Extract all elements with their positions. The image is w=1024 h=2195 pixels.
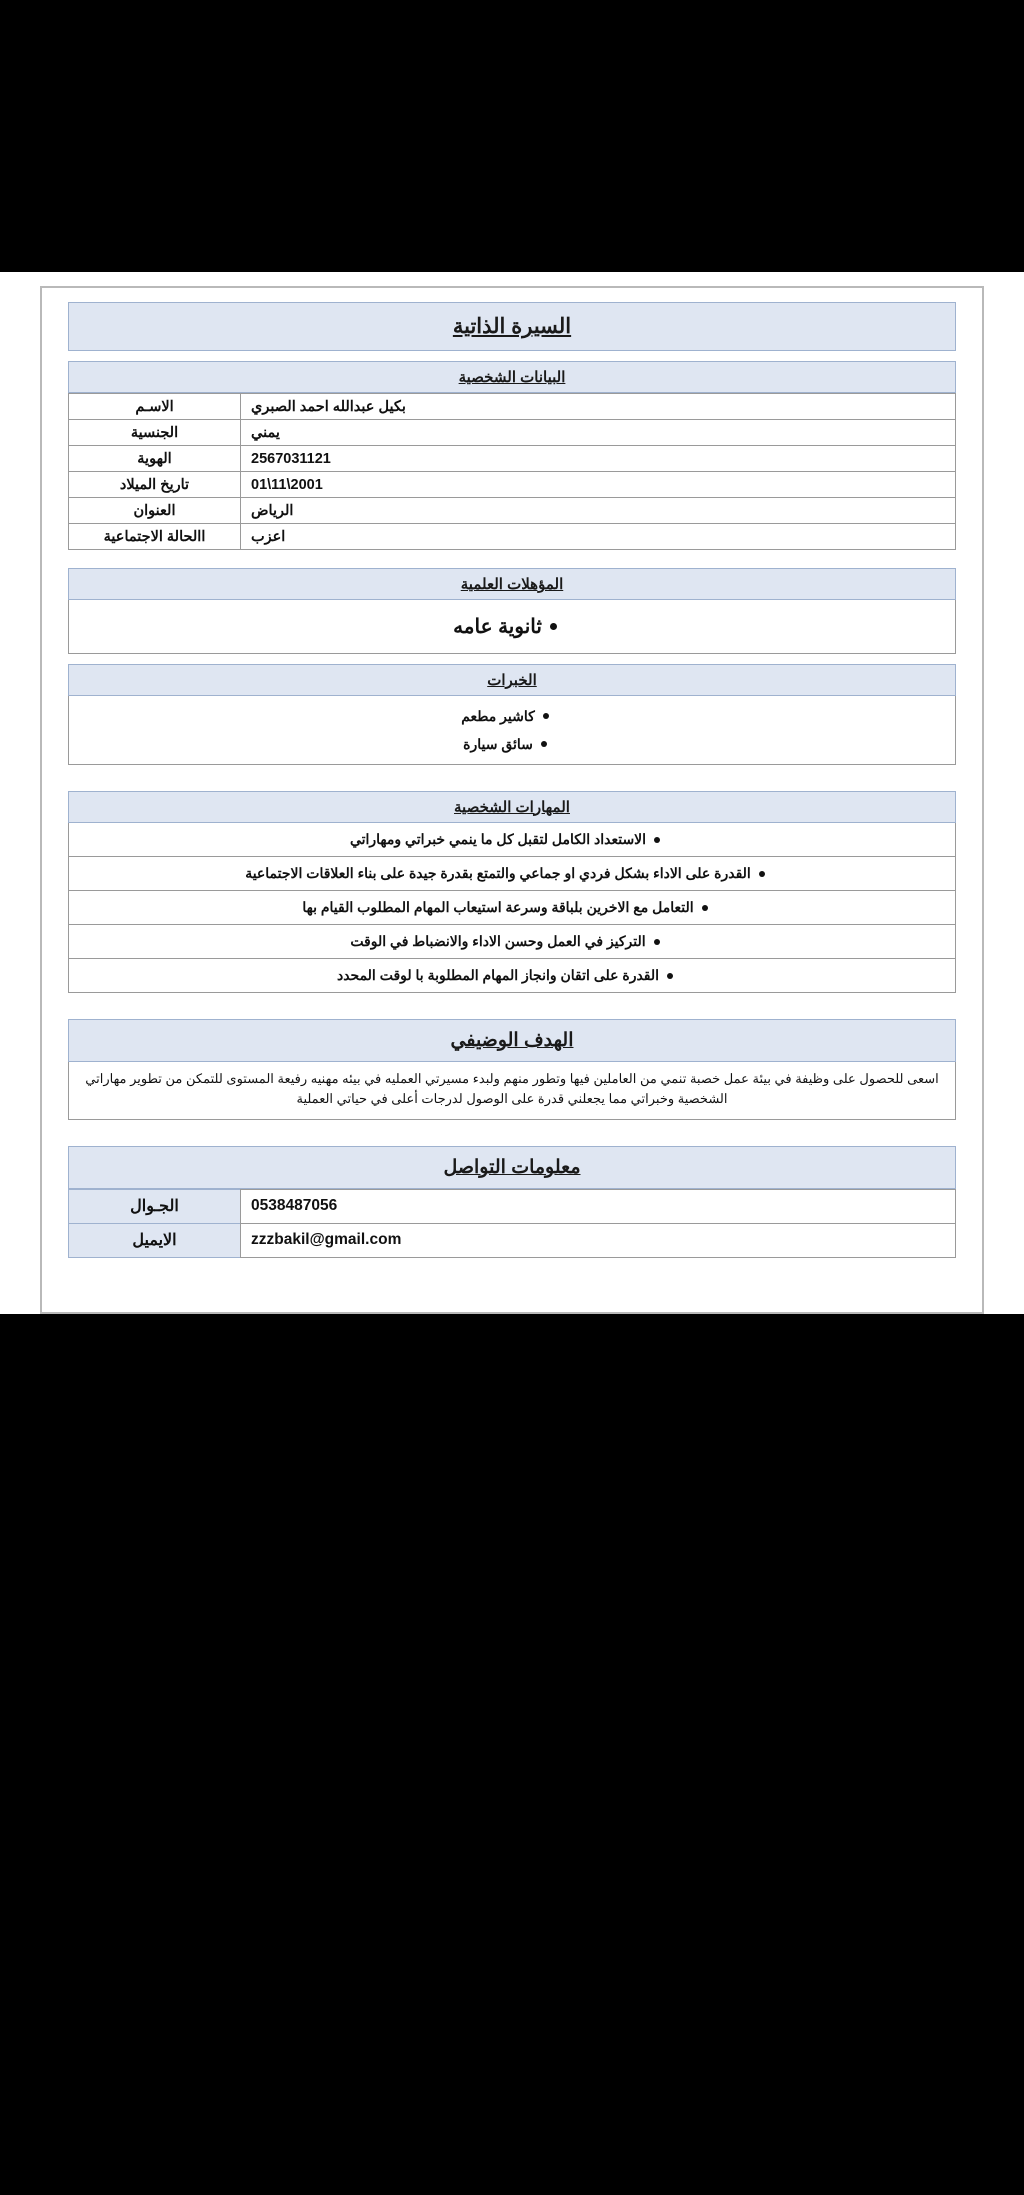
section-header-objective [68, 1019, 956, 1062]
bullet-icon [543, 713, 549, 719]
bullet-icon [550, 623, 557, 630]
personal-value-id: 2567031121 [241, 446, 956, 472]
section-title-personal: البيانات الشخصية [458, 369, 566, 386]
skill-item-0: الاستعداد الكامل لتقبل كل ما ينمي خبراتي ومهاراتي [349, 830, 647, 847]
bullet-icon [667, 973, 673, 979]
personal-value-nationality: يمني [241, 420, 956, 446]
personal-value-name: بكيل عبدالله احمد الصبري [241, 394, 956, 420]
table-row [69, 394, 956, 420]
personal-label-nationality: الجنسية [69, 420, 241, 446]
skill-item-3: التركيز في العمل وحسن الاداء والانضباط في الوقت [350, 932, 646, 949]
bullet-icon [654, 837, 660, 843]
table-row [69, 446, 956, 472]
education-item-0: ثانوية عامه [453, 616, 542, 638]
skill-item-1: القدرة على الاداء بشكل فردي او جماعي والتمتع بقدرة جيدة على بناء العلاقات الاجتماعية [245, 864, 751, 881]
experience-item-1: سائق سيارة [463, 735, 533, 752]
objective-text: اسعى للحصول على وظيفة في بيئة عمل خصبة تنمي من العاملين فيها وتطور منهم ولبدء مسيرتي العمليه في بيئه مهنيه رفيعة المستوى للتمكن من تطوير مهاراتي الشخصية وخبراتي مما يجعلني قدرة على الوصول لدرجات أعلى في حياتي العملية [85, 1070, 939, 1106]
page-title: السيرة الذاتية [452, 315, 572, 338]
personal-label-address: العنوان [69, 498, 241, 524]
personal-label-birthdate: تاريخ الميلاد [69, 472, 241, 498]
education-list-box [68, 600, 956, 654]
document-page [0, 272, 1024, 1314]
section-header-contact [68, 1146, 956, 1189]
table-row [69, 420, 956, 446]
list-item [69, 702, 955, 730]
education-list [69, 606, 955, 647]
section-title-objective: الهدف الوضيفي [450, 1029, 574, 1051]
objective-box [68, 1062, 956, 1120]
personal-value-birthdate: 2001\11\01 [241, 472, 956, 498]
section-title-experience: الخبرات [487, 672, 537, 689]
list-item [69, 925, 955, 959]
document-frame [40, 286, 984, 1314]
personal-value-address: الرياض [241, 498, 956, 524]
bullet-icon [702, 905, 708, 911]
section-title-contact: معلومات التواصل [443, 1156, 581, 1178]
personal-value-marital-status: اعزب [241, 524, 956, 550]
table-row [69, 472, 956, 498]
personal-label-id: الهوية [69, 446, 241, 472]
section-header-experience [68, 664, 956, 696]
contact-label-phone: الجـوال [69, 1189, 241, 1223]
section-header-personal [68, 361, 956, 393]
list-item [69, 823, 955, 857]
contact-label-email: الايميل [69, 1223, 241, 1257]
section-header-skills [68, 791, 956, 823]
table-row [69, 524, 956, 550]
list-item [69, 730, 955, 758]
table-row [69, 1223, 956, 1257]
bullet-icon [654, 939, 660, 945]
personal-label-marital-status: االحالة الاجتماعية [69, 524, 241, 550]
list-item [69, 959, 955, 992]
skill-item-2: التعامل مع الاخرين بلباقة وسرعة استيعاب المهام المطلوب القيام بها [302, 898, 694, 915]
experience-list-box [68, 696, 956, 765]
table-row [69, 498, 956, 524]
section-title-education: المؤهلات العلمية [460, 576, 564, 593]
contact-value-phone: 0538487056 [241, 1189, 956, 1223]
personal-data-table [68, 393, 956, 550]
section-title-skills: المهارات الشخصية [454, 798, 570, 816]
contact-table [68, 1189, 956, 1258]
contact-value-email: zzzbakil@gmail.com [241, 1223, 956, 1257]
list-item [69, 857, 955, 891]
section-header-education [68, 568, 956, 600]
document-title-band [68, 302, 956, 351]
skill-item-4: القدرة على اتقان وانجاز المهام المطلوبة با لوقت المحدد [336, 966, 660, 983]
list-item [69, 891, 955, 925]
experience-item-0: كاشير مطعم [461, 707, 535, 724]
table-row [69, 1189, 956, 1223]
bullet-icon [541, 741, 547, 747]
personal-label-name: الاسـم [69, 394, 241, 420]
skills-list-box [68, 823, 956, 993]
bullet-icon [759, 871, 765, 877]
experience-list [69, 702, 955, 758]
list-item [69, 606, 955, 647]
